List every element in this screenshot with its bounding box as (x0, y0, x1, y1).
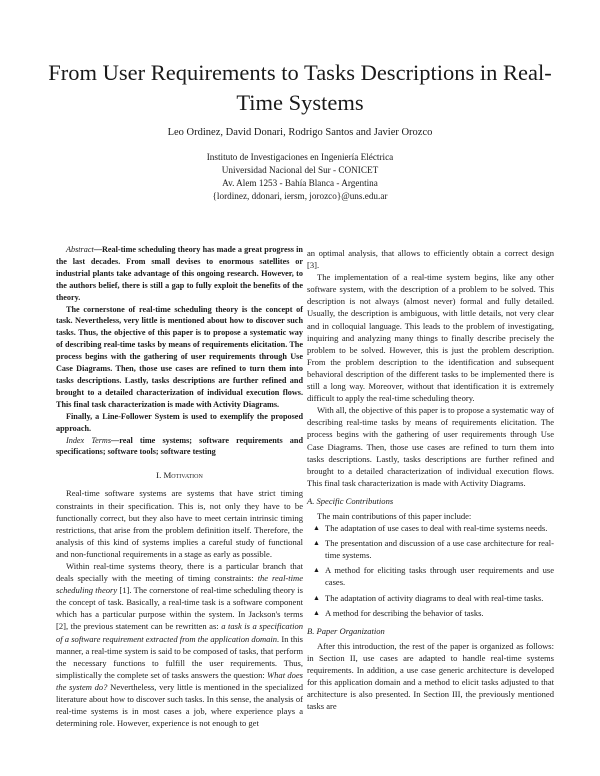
affiliation-university: Universidad Nacional del Sur - CONICET (221, 165, 379, 175)
index-terms: Index Terms—real time systems; software requirements and specifications; software tools; software testing (56, 435, 304, 457)
list-item: ▲ The presentation and discussion of a use case architecture for real-time systems. (313, 538, 554, 561)
list-item: ▲ A method for describing the behavior of tasks. (313, 607, 484, 618)
list-item: ▲ A method for eliciting tasks through user requirements and use cases. (313, 565, 554, 588)
author-list: Leo Ordinez, David Donari, Rodrigo Santos and Javier Orozco (167, 127, 433, 138)
paper-title: From User Requirements to Tasks Descriptions in Real-Time Systems (48, 60, 552, 115)
list-item: ▲ The adaptation of activity diagrams to deal with real-time tasks. (313, 592, 544, 603)
abstract-paragraph-1: Abstract—Real-time scheduling theory has made a great progress in the last decades. From small devises to enormous satellites or industrial plants take advantage of this ongoing research. However, to the authors belief, there is still a gap to fully exploit the benefits of the theory. (56, 245, 303, 302)
motivation-paragraph-1: Real-time software systems are systems that have strict timing constraints in their specification. This is, not only they have to be functionally correct, but they also have to meet certain intrinsic timing restrictions, that arise from the problem definition itself. Therefore, the analysis of this kind of systems implies a careful study of functional and non-functional requirements in a stage as early as possible. (56, 488, 303, 559)
right-column (307, 247, 554, 712)
triangle-bullet-icon: ▲ (313, 566, 320, 575)
organization-paragraph: After this introduction, the rest of the paper is organized as follows: in Section II, use cases are adapted to handle real-time systems requirements. In addition, a use case generic architecture is developed for this application domain and a method to elicit tasks adjusted to that architecture is also presented. In Section III, the previously mentioned tasks are (307, 640, 554, 712)
triangle-bullet-icon: ▲ (313, 539, 320, 548)
subsection-heading-organization: B. Paper Organization (307, 625, 385, 636)
abstract (56, 244, 303, 458)
index-terms-label: Index Terms (66, 435, 112, 445)
triangle-bullet-icon: ▲ (313, 608, 320, 617)
continued-paragraph: an optimal analysis, that allows to efficiently obtain a correct design [3]. (307, 248, 554, 271)
list-item: ▲ The adaptation of use cases to deal with real-time systems needs. (313, 523, 548, 534)
left-column (56, 244, 303, 729)
contributions-list (307, 522, 554, 619)
affiliation-emails: {lordinez, ddonari, iersm, jorozco}@uns.edu.ar (212, 191, 388, 201)
abstract-paragraph-2: The cornerstone of real-time scheduling theory is the concept of task. Nevertheless, very little is mentioned about how to discover such tasks. Thus, the objective of this paper is to propose a systematic way of describing real-time tasks by means of requirements elicitation. The process begins with the gathering of user requirements through Use Case Diagrams. Then, those use cases are refined to turn them into tasks descriptions. Lastly, tasks descriptions are further refined and brought to a detailed characterization of individual execution flows. This final task characterization is made with Activity Diagrams. (56, 304, 303, 409)
abstract-label: Abstract (66, 245, 94, 254)
affiliation-block (40, 151, 560, 203)
affiliation-institute: Instituto de Investigaciones en Ingeniería Eléctrica (206, 152, 394, 162)
affiliation-address: Av. Alem 1253 - Bahía Blanca - Argentina (222, 178, 378, 188)
subsection-heading-contributions: A. Specific Contributions (307, 495, 394, 506)
contributions-intro: The main contributions of this paper include: (317, 510, 472, 521)
intro-paragraph-objective: With all, the objective of this paper is to propose a systematic way of describing real-time tasks by means of requirements elicitation. The process begins with the gathering of user requirements through Use Case Diagrams. Then, those use cases are refined to turn them into tasks descriptions. Lastly, tasks descriptions are further refined and brought to a detailed characterization of individual execution flows. This final task characterization is made with Activity Diagrams. (307, 405, 554, 488)
intro-paragraph-implementation: The implementation of a real-time system begins, like any other software system, with the description of a problem to be solved. This description is not always (almost never) formal and fully detailed. Usually, the description is ambiguous, with little details, not very clear and in colloquial language. This leads to the problem of investigating, inquiring and analyzing many things to finally describe precisely the problem to be solved. However, this is just the problem description. From the problem description to the identification and subsequent behavioral description of the different tasks to be implemented there is still a long way. Moreover, without that identification it is extremely difficult to apply the real-time scheduling theory. (307, 272, 554, 404)
section-heading-motivation: I. Motivation (156, 470, 203, 481)
abstract-paragraph-3: Finally, a Line-Follower System is used to exemplify the proposed approach. (56, 411, 303, 433)
triangle-bullet-icon: ▲ (313, 524, 320, 533)
motivation-paragraph-2: Within real-time systems theory, there is a particular branch that deals specially with the meeting of timing constraints: the real-time scheduling theory [1]. The cornerstone of real-time scheduling theory is the concept of task. Basically, a real-time task is a software component which has a particular purpose within the system. In Jackson's terms [2], the previous statement can be rewritten as: a task is a specification of a software requirement extracted from the application domain. In this manner, a real-time system is said to be composed of tasks, that perform the necessary functions to fulfill the user requirements. Thus, simplistically the complete set of tasks answers the question: What does the system do? Nevertheless, very little is mentioned in the specialized literature about how to discover such tasks. In this sense, the analysis of real-time systems is in most cases a job, where experience plays a determining role. However, experience is not enough to get (56, 560, 304, 729)
triangle-bullet-icon: ▲ (313, 593, 320, 602)
